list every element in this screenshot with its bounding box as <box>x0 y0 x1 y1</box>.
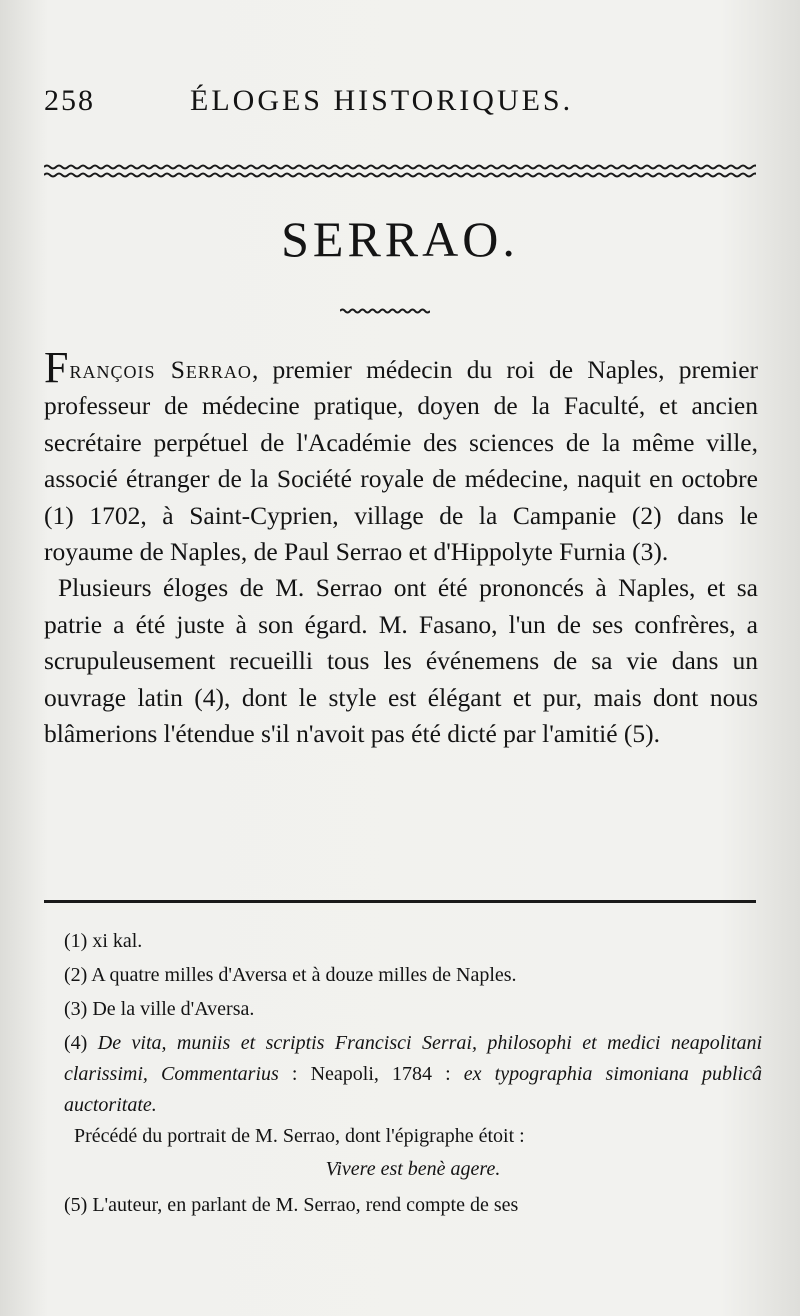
wavy-rule-ornament <box>44 160 756 182</box>
running-title: ÉLOGES HISTORIQUES. <box>190 84 574 117</box>
footnotes <box>64 924 762 1222</box>
footnote-4-number: (4) <box>64 1032 98 1054</box>
footnote-1: (1) xi kal. <box>64 930 143 952</box>
footnote-rule <box>44 900 756 903</box>
footnote-4-imprint: : Neapoli, 1784 : <box>278 1063 464 1085</box>
chapter-title: SERRAO. <box>281 211 519 267</box>
paragraph-1 <box>44 343 759 570</box>
paragraph-2: Plusieurs éloges de M. Serrao ont été prononcés à Naples, et sa patrie a été juste à son égard. M. Fasano, l'un de ses confrères, a scrupuleusement recueilli tous les événemens de sa vie dans un ouvrage latin (4), dont le style est élégant et pur, mais dont nous blâmerions l'étendue s'il n'avoit pas été dicté par l'amitié (5). <box>44 573 758 749</box>
footnote-4-title: De vita, muniis et scriptis Francisci Serrai, philosophi et medici neapolitani clarissimi, Commentarius <box>64 1032 763 1085</box>
footnote-3: (3) De la ville d'Aversa. <box>64 998 255 1020</box>
footnote-5: (5) L'auteur, en parlant de M. Serrao, rend compte de ses <box>64 1194 519 1216</box>
footnote-2: (2) A quatre milles d'Aversa et à douze milles de Naples. <box>64 964 517 986</box>
main-text <box>44 343 759 752</box>
paragraph-1-text: , premier médecin du roi de Naples, premier professeur de médecine pratique, doyen de la Faculté, et ancien secrétaire perpétuel de l'Académie des sciences de la même ville, associé étranger de la Société royale de médecine, naquit en octobre (1) 1702, à Saint-Cyprien, village de la Campanie (2) dans le royaume de Naples, de Paul Serrao et d'Hippolyte Furnia (3). <box>44 355 759 567</box>
title-ornament <box>340 304 430 318</box>
footnote-4 <box>64 1028 762 1121</box>
footnote-4-publisher: ex typographia simoniana publicâ auctoritate. <box>64 1063 762 1116</box>
footnote-4-continuation: Précédé du portrait de M. Serrao, dont l'épigraphe étoit : <box>74 1125 525 1147</box>
author-name: rançois Serrao <box>69 355 252 384</box>
page-number: 258 <box>44 84 95 117</box>
drop-cap: F <box>44 343 69 392</box>
portrait-motto: Vivere est benè agere. <box>325 1158 501 1180</box>
